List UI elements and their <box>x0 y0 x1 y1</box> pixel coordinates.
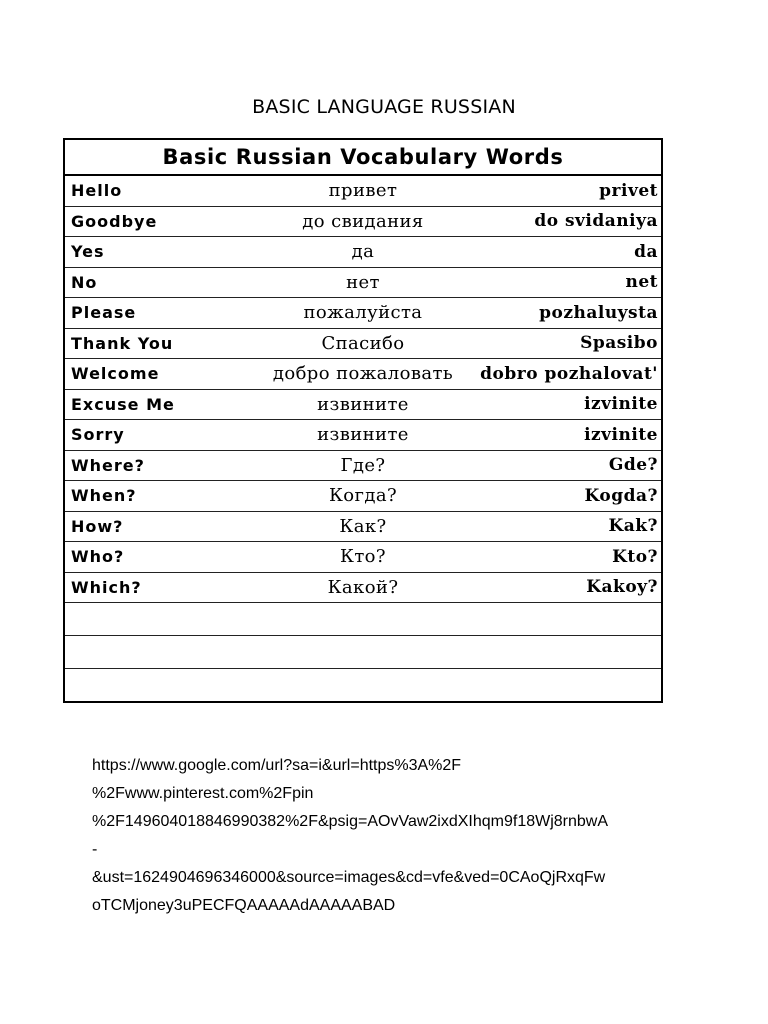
english-word: Yes <box>64 237 261 268</box>
transliteration: pozhaluysta <box>465 298 662 329</box>
english-word: Excuse Me <box>64 389 261 420</box>
empty-cell <box>64 603 662 636</box>
russian-word: до свидания <box>261 206 464 237</box>
english-word: Please <box>64 298 261 329</box>
table-row <box>64 237 662 268</box>
source-url-line: oTCMjoney3uPECFQAAAAAdAAAAABAD <box>92 897 396 914</box>
transliteration: Kak? <box>465 511 662 542</box>
english-word: Who? <box>64 542 261 573</box>
table-heading: Basic Russian Vocabulary Words <box>64 139 662 175</box>
source-url-line: https://www.google.com/url?sa=i&url=https%3A%2F <box>92 757 462 774</box>
russian-word: Где? <box>261 450 464 481</box>
russian-word: извините <box>261 389 464 420</box>
table-row <box>64 175 662 206</box>
russian-word: привет <box>261 175 464 206</box>
empty-table-row <box>64 603 662 636</box>
empty-cell <box>64 669 662 703</box>
table-row <box>64 572 662 603</box>
source-url-line: - <box>92 841 98 858</box>
source-url-line: &ust=1624904696346000&source=images&cd=vfe&ved=0CAoQjRxqFw <box>92 869 606 886</box>
transliteration: Kakoy? <box>465 572 662 603</box>
table-row <box>64 389 662 420</box>
english-word: When? <box>64 481 261 512</box>
page-title: BASIC LANGUAGE RUSSIAN <box>252 96 516 118</box>
russian-word: Когда? <box>261 481 464 512</box>
transliteration: dobro pozhalovat' <box>465 359 662 390</box>
transliteration: Gde? <box>465 450 662 481</box>
english-word: Welcome <box>64 359 261 390</box>
russian-word: Как? <box>261 511 464 542</box>
table-row <box>64 359 662 390</box>
transliteration: izvinite <box>465 420 662 451</box>
source-url-line: %2F149604018846990382%2F&psig=AOvVaw2ixdXIhqm9f18Wj8rnbwA <box>92 813 609 830</box>
english-word: How? <box>64 511 261 542</box>
table-row <box>64 206 662 237</box>
table-row <box>64 481 662 512</box>
russian-word: Кто? <box>261 542 464 573</box>
table-row <box>64 420 662 451</box>
english-word: Hello <box>64 175 261 206</box>
transliteration: Spasibo <box>465 328 662 359</box>
vocabulary-table <box>63 138 663 703</box>
source-url[interactable] <box>92 752 702 920</box>
english-word: Where? <box>64 450 261 481</box>
transliteration: izvinite <box>465 389 662 420</box>
transliteration: Kto? <box>465 542 662 573</box>
table-row <box>64 298 662 329</box>
table-row <box>64 542 662 573</box>
empty-table-row <box>64 636 662 669</box>
transliteration: do svidaniya <box>465 206 662 237</box>
english-word: Thank You <box>64 328 261 359</box>
table-row <box>64 328 662 359</box>
table-header-row <box>64 139 662 175</box>
english-word: Goodbye <box>64 206 261 237</box>
russian-word: нет <box>261 267 464 298</box>
transliteration: privet <box>465 175 662 206</box>
empty-cell <box>64 636 662 669</box>
table-row <box>64 267 662 298</box>
transliteration: net <box>465 267 662 298</box>
russian-word: извините <box>261 420 464 451</box>
russian-word: пожалуйста <box>261 298 464 329</box>
empty-table-row <box>64 669 662 703</box>
table-row <box>64 450 662 481</box>
transliteration: Kogda? <box>465 481 662 512</box>
table-row <box>64 511 662 542</box>
source-url-line: %2Fwww.pinterest.com%2Fpin <box>92 785 314 802</box>
russian-word: Спасибо <box>261 328 464 359</box>
english-word: No <box>64 267 261 298</box>
russian-word: добро пожаловать <box>261 359 464 390</box>
transliteration: da <box>465 237 662 268</box>
russian-word: да <box>261 237 464 268</box>
english-word: Which? <box>64 572 261 603</box>
english-word: Sorry <box>64 420 261 451</box>
russian-word: Какой? <box>261 572 464 603</box>
